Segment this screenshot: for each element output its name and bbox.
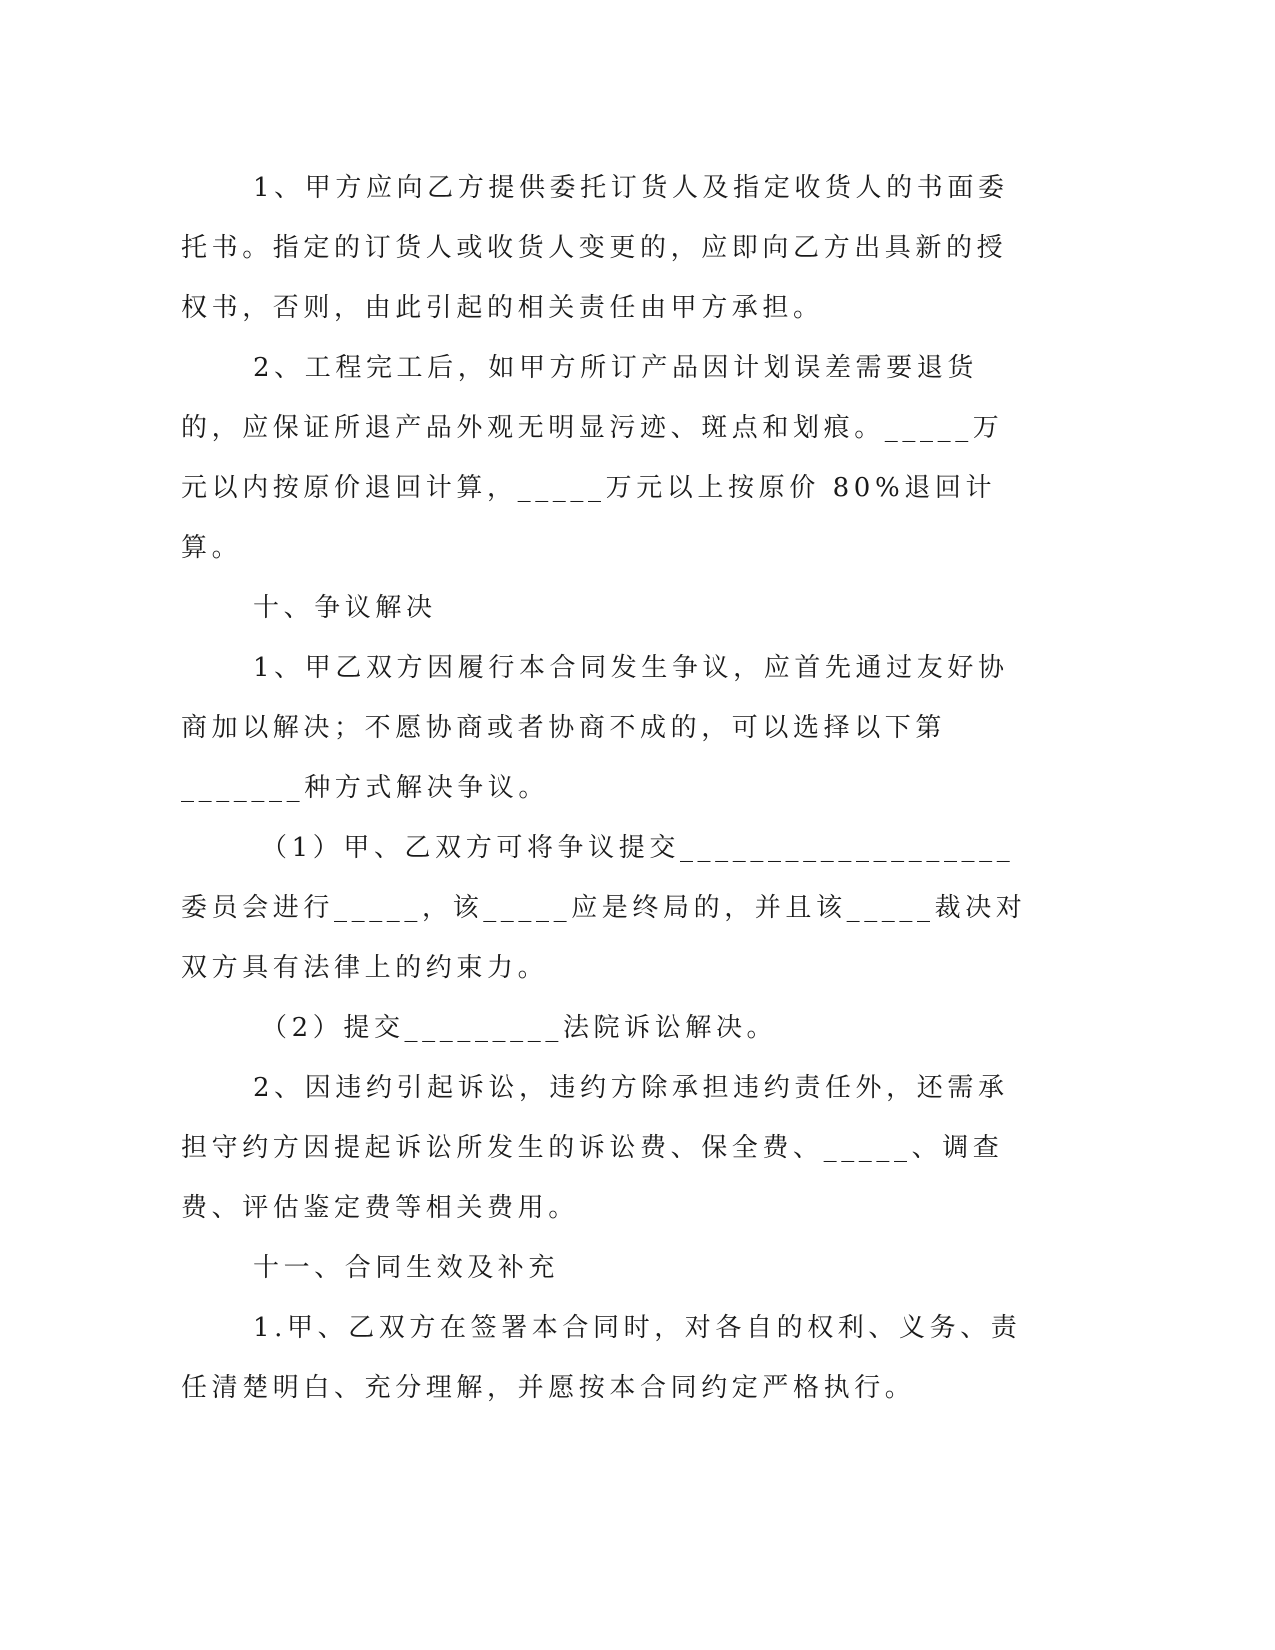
paragraph-contract-understanding: 1.甲、乙双方在签署本合同时，对各自的权利、义务、责任清楚明白、充分理解，并愿按本合同约定严格执行。 — [181, 1313, 1022, 1403]
paragraph-litigation-costs: 2、因违约引起诉讼，违约方除承担违约责任外，还需承担守约方因提起诉讼所发生的诉讼费、保全费、_____、调查费、评估鉴定费等相关费用。 — [181, 1073, 1009, 1223]
paragraph-designated-consignee: 1、甲方应向乙方提供委托订货人及指定收货人的书面委托书。指定的订货人或收货人变更的，应即向乙方出具新的授权书，否则，由此引起的相关责任由甲方承担。 — [181, 173, 1009, 323]
paragraph-litigation-option: （2）提交_________法院诉讼解决。 — [261, 1013, 778, 1043]
paragraph-arbitration-option: （1）甲、乙双方可将争议提交___________________委员会进行_____，该_____应是终局的，并且该_____裁决对双方具有法律上的约束力。 — [181, 833, 1027, 983]
paragraph-dispute-negotiation: 1、甲乙双方因履行本合同发生争议，应首先通过友好协商加以解决；不愿协商或者协商不成的，可以选择以下第_______种方式解决争议。 — [181, 653, 1009, 803]
section-heading-dispute-resolution: 十、争议解决 — [253, 593, 437, 623]
document-body — [181, 158, 1029, 1418]
section-heading-contract-effect: 十一、合同生效及补充 — [253, 1253, 560, 1283]
paragraph-return-goods: 2、工程完工后，如甲方所订产品因计划误差需要退货的，应保证所退产品外观无明显污迹、斑点和划痕。_____万元以内按原价退回计算，_____万元以上按原价 80%退回计算。 — [181, 353, 1004, 563]
